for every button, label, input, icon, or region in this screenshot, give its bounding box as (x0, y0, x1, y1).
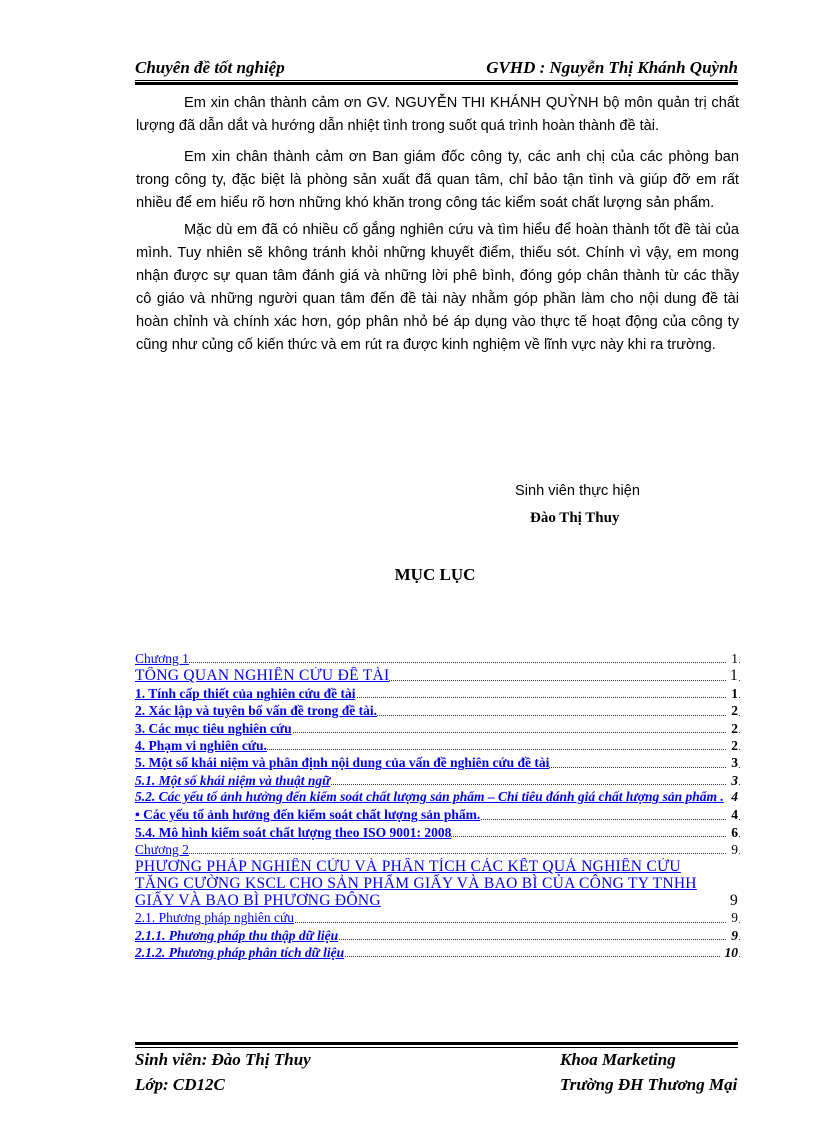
acknowledgement-body (136, 92, 739, 365)
toc-page: 2 (727, 720, 738, 737)
toc-page: 1 (727, 685, 738, 702)
toc-page: 6 (727, 824, 738, 841)
toc-entry[interactable]: 1. Tính cấp thiết của nghiên cứu đề tài 1 (135, 685, 738, 701)
toc-entry[interactable]: 4. Phạm vi nghiên cứu. 2 (135, 737, 738, 753)
header-rule-thin (135, 80, 738, 81)
footer-university: Trường ĐH Thương Mại (560, 1075, 738, 1094)
toc-entry[interactable]: 2.1. Phương pháp nghiên cứu 9 (135, 910, 738, 926)
toc-entry[interactable]: 2.1.2. Phương pháp phân tích dữ liệu 10 (135, 945, 738, 961)
toc-entry[interactable]: Chương 2 9 (135, 841, 738, 857)
toc-entry[interactable]: 5.4. Mô hình kiểm soát chất lượng theo ISO 9001: 2008 6 (135, 824, 738, 840)
toc-entry[interactable]: 5.2. Các yếu tố ảnh hưởng đến kiểm soát chất lượng sản phẩm – Chỉ tiêu đánh giá chất lượng sản phẩm . 4 (135, 789, 738, 805)
header-rule-thick (135, 82, 738, 85)
paragraph: Mặc dù em đã có nhiều cố gắng nghiên cứu và tìm hiểu để hoàn thành tốt đề tài của mình. Tuy nhiên sẽ không tránh khỏi những khuyết điểm, thiếu sót. Chính vì vậy, em mong nhận được sự quan tâm đánh giá và những lời phê bình, đóng góp chân thành từ các thầy cô giáo và những người quan tâm đến đề tài này nhằm góp phần làm cho nội dung đề tài hoàn chỉnh và chính xác hơn, góp phân nhỏ bé áp dụng vào thực tế hoạt động của công ty cũng như củng cố kiến thức và em rút ra được kinh nghiệm về lĩnh vực này khi ra trường. (136, 222, 739, 353)
toc-entry[interactable]: 5.1. Một số khái niệm và thuật ngữ 3 (135, 772, 738, 788)
footer-rule-thick (135, 1042, 738, 1045)
page-header (135, 58, 738, 80)
footer-rule-thin (135, 1047, 738, 1048)
toc-entry[interactable]: Chương 1 1 (135, 651, 738, 666)
toc-page: 2 (727, 737, 738, 754)
toc-page: 3 (727, 754, 738, 771)
paragraph: Em xin chân thành cảm ơn GV. NGUYỄN THI KHÁNH QUỲNH bộ môn quản trị chất lượng đã dẫn dắt và hướng dẫn nhiệt tình trong suốt quá trình hoàn thành đề tài. (136, 95, 739, 134)
toc-entry[interactable]: • Các yếu tố ảnh hưởng đến kiểm soát chất lượng sản phẩm. 4 (135, 807, 738, 823)
toc-title: MỤC LỤC (394, 565, 476, 584)
footer-class: Lớp: CD12C (135, 1075, 225, 1094)
toc-page: 3 (727, 772, 738, 789)
signature-role: Sinh viên thực hiện (515, 483, 640, 499)
toc-entry[interactable]: 2.1.1. Phương pháp thu thập dữ liệu 9 (135, 927, 738, 943)
toc-entry[interactable]: PHƯƠNG PHÁP NGHIÊN CỨU VÀ PHÂN TÍCH CÁC KẾT QUẢ NGHIÊN CỨU TĂNG CƯỜNG KSCL CHO SẢN PHẨM GIẤY VÀ BAO BÌ CỦA CÔNG TY TNHH GIẤY VÀ BAO BÌ PHƯƠNG ĐÔNG 9 (135, 858, 738, 910)
toc-page: 1 (726, 667, 738, 684)
toc-page: 4 (727, 806, 738, 823)
toc-page: 9 (726, 892, 738, 909)
toc-page: 9 (727, 927, 738, 944)
table-of-contents (135, 650, 740, 961)
signature-name: Đào Thị Thuy (530, 510, 620, 526)
toc-entry[interactable]: 2. Xác lập và tuyên bố vấn đề trong đề tài. 2 (135, 703, 738, 719)
header-left: Chuyên đề tốt nghiệp (135, 58, 285, 77)
toc-entry[interactable]: 3. Các mục tiêu nghiên cứu 2 (135, 720, 738, 736)
paragraph: Em xin chân thành cảm ơn Ban giám đốc công ty, các anh chị của các phòng ban trong công ty, đặc biệt là phòng sản xuất đã quan tâm, chỉ bảo tận tình và giúp đỡ em rất nhiều để em hiểu rõ hơn những khó khăn trong công tác kiểm soát chất lượng sản phẩm. (136, 149, 739, 211)
toc-page: 2 (727, 702, 738, 719)
header-right: GVHD : Nguyễn Thị Khánh Quỳnh (486, 58, 738, 77)
toc-page: 10 (721, 944, 739, 961)
toc-page: 9 (727, 909, 738, 926)
toc-entry[interactable]: TỔNG QUAN NGHIÊN CỨU ĐỀ TÀI 1 (135, 667, 738, 685)
toc-page: 4 (727, 789, 738, 805)
toc-page: 9 (727, 841, 738, 858)
footer-faculty: Khoa Marketing (560, 1050, 676, 1069)
toc-page: 1 (727, 650, 738, 667)
footer-student: Sinh viên: Đào Thị Thuy (135, 1050, 311, 1069)
toc-entry[interactable]: 5. Một số khái niệm và phân định nội dung của vấn đề nghiên cứu đề tài 3 (135, 755, 738, 771)
